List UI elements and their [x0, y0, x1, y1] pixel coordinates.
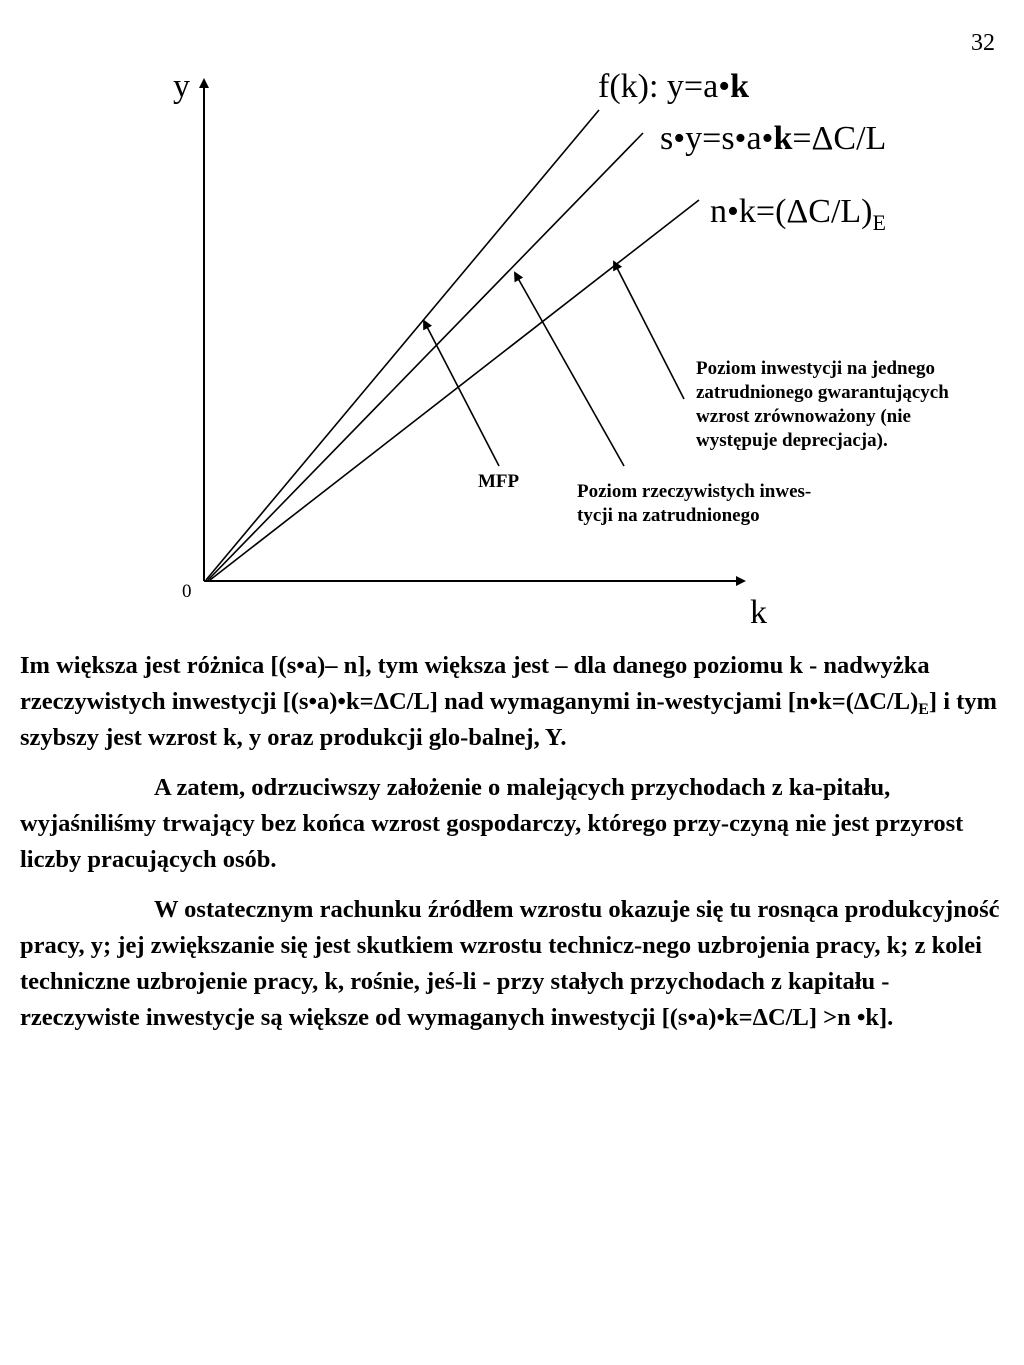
line-f-output: [206, 110, 599, 580]
equation-s: s•y=s•a•k=ΔC/L: [660, 120, 887, 157]
mfp-label: MFP: [478, 471, 520, 492]
page-number: 32: [971, 30, 995, 56]
required-investment-arrow: [614, 262, 684, 399]
growth-diagram: [0, 0, 1024, 640]
origin-label: 0: [182, 581, 192, 602]
equation-n: $n•k=(\Delta C/L)_E$: [710, 193, 886, 235]
body-text: [20, 648, 1010, 1050]
paragraph-1: Im większa jest różnica [(s•a)– n], tym większa jest – dla danego poziomu k - nadwyżka rzeczywistych inwestycji [(s•a)•k=ΔC/L] nad wymaganymi in-westycjami $[n•k=(\Delta C/L)_E]$ i tym szybszy jest wzrost k, y oraz produkcji glo-balnej, Y.: [20, 652, 997, 751]
x-axis-label: k: [750, 594, 767, 631]
required-investment-label: Poziom inwestycji na jednego zatrudnionego gwarantujących wzrost zrównoważony (nie występuje deprecjacja).: [696, 358, 949, 451]
paragraph-2: A zatem, odrzuciwszy założenie o malejących przychodach z ka-pitału, wyjaśniliśmy trwający bez końca wzrost gospodarczy, którego przy-czyną nie jest przyrost liczby pracujących osób.: [20, 774, 964, 873]
y-axis-label: y: [173, 68, 190, 105]
paragraph-3: W ostatecznym rachunku źródłem wzrostu okazuje się tu rosnąca produkcyjność pracy, y; jej zwiększanie się jest skutkiem wzrostu technicz-nego uzbrojenia pracy, k; z kolei techniczne uzbrojenie pracy, k, rośnie, jeś-li - przy stałych przychodach z kapitału - rzeczywiste inwestycje są większe od wymaganych inwestycji [(s•a)•k=ΔC/L] >n •k].: [20, 896, 1000, 1031]
mfp-arrow: [424, 321, 499, 466]
actual-investment-label: Poziom rzeczywistych inwes- tycji na zatrudnionego: [577, 481, 812, 526]
pointer-arrows: [424, 262, 684, 466]
equation-f: f(k): y=a•k: [598, 68, 750, 105]
actual-investment-arrow: [515, 273, 624, 466]
